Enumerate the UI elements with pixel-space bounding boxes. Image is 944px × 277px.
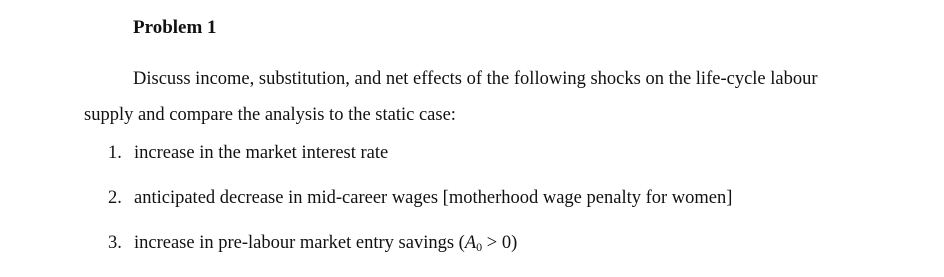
prompt-line-1: Discuss income, substitution, and net effects of the following shocks on the life-cycle labour <box>133 69 818 89</box>
problem-prompt <box>84 61 884 133</box>
list-item-text: anticipated decrease in mid-career wages [motherhood wage penalty for women] <box>134 188 733 208</box>
list-item-number: 3. <box>108 233 122 253</box>
list-item <box>108 232 908 254</box>
list-item <box>108 142 908 164</box>
list-item-number: 2. <box>108 188 122 208</box>
math-inequality: > 0) <box>482 233 518 253</box>
list-item-text: increase in pre-labour market entry savings ( <box>134 233 465 253</box>
list-item <box>108 187 908 209</box>
prompt-line-2: supply and compare the analysis to the static case: <box>84 105 456 125</box>
math-variable: A <box>464 233 477 253</box>
list-item-number: 1. <box>108 143 122 163</box>
math-subscript: 0 <box>476 240 483 254</box>
problem-title: Problem 1 <box>133 17 217 38</box>
list-item-text: increase in the market interest rate <box>134 143 389 163</box>
shock-list <box>108 142 908 277</box>
